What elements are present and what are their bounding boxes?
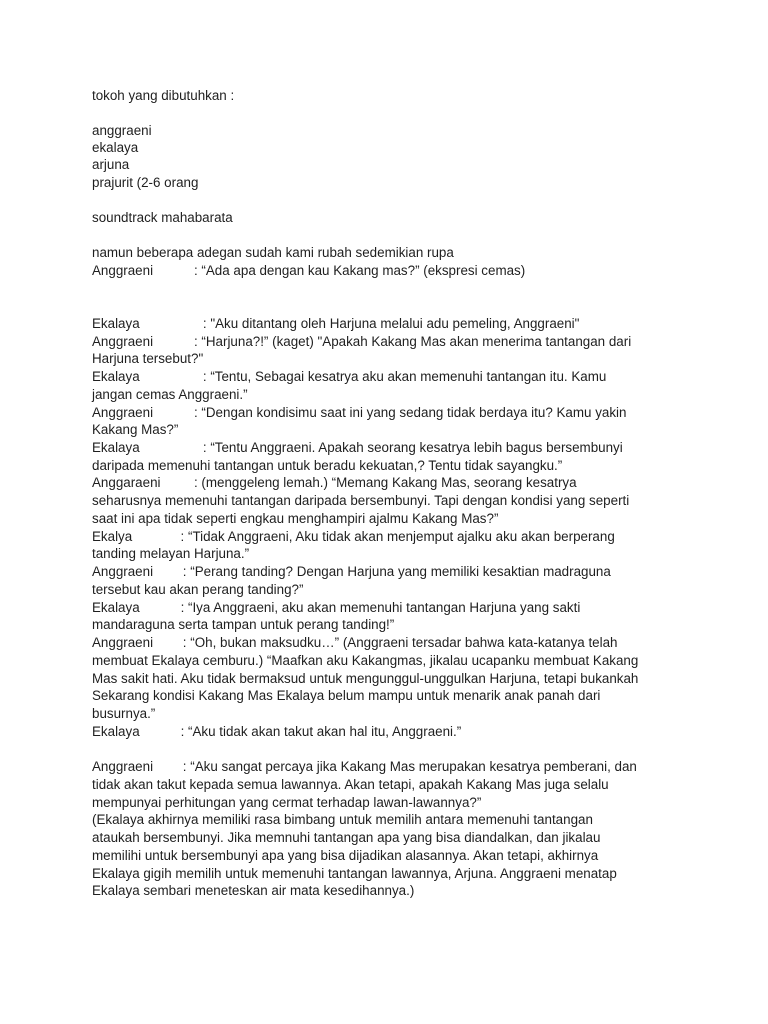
script-line: Kakang Mas?” (92, 422, 179, 437)
script-line: Ekalaya sembari meneteskan air mata kesedihannya.) (92, 883, 415, 898)
script-line: Sekarang kondisi Kakang Mas Ekalaya belum mampu untuk menarik anak panah dari (92, 688, 601, 703)
script-line: Ekalaya : "Aku ditantang oleh Harjuna melalui adu pemeling, Anggraeni" (92, 316, 580, 331)
script-line: Anggraeni : “Ada apa dengan kau Kakang mas?” (ekspresi cemas) (92, 263, 526, 278)
soundtrack-line: soundtrack mahabarata (92, 210, 233, 225)
script-line: ataukah bersembunyi. Jika memnuhi tantangan apa yang bisa diandalkan, dan jikalau (92, 830, 601, 845)
script-line: tidak akan takut kepada semua lawannya. Akan tetapi, apakah Kakang Mas juga selalu (92, 777, 609, 792)
script-line: mempunyai perhitungan yang cermat terhadap lawan-lawannya?” (92, 795, 482, 810)
script-line: seharusnya memenuhi tantangan daripada bersembunyi. Tapi dengan kondisi yang seperti (92, 493, 630, 508)
script-line: Ekalaya : “Aku tidak akan takut akan hal itu, Anggraeni.” (92, 724, 462, 739)
script-line: membuat Ekalaya cemburu.) “Maafkan aku Kakangmas, jikalau ucapanku membuat Kakang (92, 653, 639, 668)
script-line: Ekalaya : “Tentu Anggraeni. Apakah seorang kesatrya lebih bagus bersembunyi (92, 440, 623, 455)
script-line: Ekalaya : “Tentu, Sebagai kesatrya aku akan memenuhi tantangan itu. Kamu (92, 369, 607, 384)
script-line: tersebut kau akan perang tanding?” (92, 582, 304, 597)
script-line: Anggraeni : “Oh, bukan maksudku…” (Anggraeni tersadar bahwa kata-katanya telah (92, 635, 618, 650)
script-line: Anggraeni : “Harjuna?!” (kaget) "Apakah Kakang Mas akan menerima tantangan dari (92, 334, 632, 349)
script-line: Harjuna tersebut?" (92, 351, 204, 366)
cast-item: anggraeni (92, 123, 152, 138)
script-line: tanding melayan Harjuna.” (92, 546, 250, 561)
cast-heading: tokoh yang dibutuhkan : (92, 88, 235, 103)
script-line: Anggraeni : “Perang tanding? Dengan Harjuna yang memiliki kesaktian madraguna (92, 564, 611, 579)
script-line: Ekalaya : “Iya Anggraeni, aku akan memenuhi tantangan Harjuna yang sakti (92, 600, 581, 615)
script-line: Anggraeni : “Aku sangat percaya jika Kakang Mas merupakan kesatrya pemberani, dan (92, 759, 637, 774)
script-line: jangan cemas Anggraeni.” (92, 387, 248, 402)
script-line: (Ekalaya akhirnya memiliki rasa bimbang untuk memilih antara memenuhi tantangan (92, 812, 593, 827)
cast-item: arjuna (92, 157, 130, 172)
script-line: Anggaraeni : (menggeleng lemah.) “Memang Kakang Mas, seorang kesatrya (92, 475, 577, 490)
script-line: mandaraguna serta tampan untuk perang tanding!” (92, 617, 395, 632)
script-line: memilihi untuk bersembunyi apa yang bisa dijadikan alasannya. Akan tetapi, akhirnya (92, 848, 599, 863)
script-line: saat ini apa tidak seperti engkau menghampiri ajalmu Kakang Mas?” (92, 511, 499, 526)
script-line: Ekalaya gigih memilih untuk memenuhi tantangan lawannya, Arjuna. Anggraeni menatap (92, 866, 617, 881)
cast-item: prajurit (2-6 orang (92, 175, 199, 190)
cast-item: ekalaya (92, 140, 139, 155)
note-line: namun beberapa adegan sudah kami rubah sedemikian rupa (92, 245, 454, 260)
script-line: Anggraeni : “Dengan kondisimu saat ini yang sedang tidak berdaya itu? Kamu yakin (92, 405, 627, 420)
script-line: Mas sakit hati. Aku tidak bermaksud untuk mengunggul-unggulkan Harjuna, tetapi bukankah (92, 671, 639, 686)
script-line: Ekalya : “Tidak Anggraeni, Aku tidak akan menjemput ajalku aku akan berperang (92, 529, 615, 544)
script-line: daripada memenuhi tantangan untuk beradu kekuatan,? Tentu tidak sayangku.” (92, 458, 563, 473)
script-line: busurnya.” (92, 706, 156, 721)
